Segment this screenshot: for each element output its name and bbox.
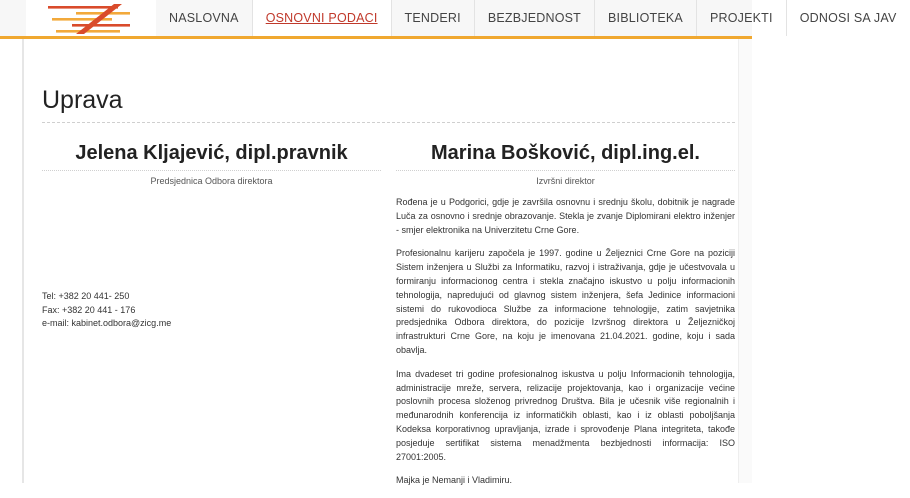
nav-item-naslovna[interactable]: NASLOVNA	[169, 11, 239, 25]
bio-paragraph: Rođena je u Podgorici, gdje je završila osnovnu i srednju školu, dobitnik je nagrade Luča za osnovno i srednje obrazovanje. Stekla je zvanje Diplomirani elektro inženjer - smjer elektronika na Univerzitetu Crne Gore.	[396, 197, 735, 235]
contact-fax: Fax: +382 20 441 - 176	[42, 304, 136, 315]
title-divider	[42, 122, 735, 123]
person-card-left	[42, 140, 381, 187]
nav-item-projekti[interactable]: PROJEKTI	[696, 0, 786, 36]
person-card-right	[396, 140, 735, 187]
person-bio	[396, 196, 735, 498]
name-divider	[396, 170, 735, 171]
zicg-logo[interactable]	[26, 0, 156, 36]
name-divider	[42, 170, 381, 171]
logo-graphic	[26, 0, 156, 36]
person-name: Marina Bošković, dipl.ing.el.	[431, 142, 700, 164]
bio-paragraph: Profesionalnu karijeru započela je 1997. godine u Željeznici Crne Gore na poziciji Sistem inženjera u Službi za Informatiku, razvoj i istraživanja, gdje je učestvovala u formiranju informacionog centra i stekla značajno iskustvo u polju informacionih tehnologija, napredujući od glavnog sistem inženjera, šefa Jedinice informacioni sistemi do rukovodioca Službe za informacione tehnologije, zatim savjetnika predsjednika Odbora direktora, do pozicije Izvršnog direktora u Željezničkoj infrastrukturi Crne Gore, na koju je imenovana 21.04.2021. godine, koju i sada obavlja.	[396, 248, 735, 355]
page-scrollbar[interactable]	[739, 39, 752, 483]
page-title: Uprava	[42, 86, 123, 114]
contact-email[interactable]: e-mail: kabinet.odbora@zicg.me	[42, 318, 172, 328]
contact-info	[42, 290, 171, 331]
contact-tel: Tel: +382 20 441- 250	[42, 291, 130, 301]
content-frame-left	[22, 39, 24, 483]
nav-item-biblioteka[interactable]: BIBLIOTEKA	[594, 0, 696, 36]
nav-item-bezbjednost[interactable]: BEZBJEDNOST	[474, 0, 594, 36]
bio-paragraph: Majka je Nemanji i Vladimiru.	[396, 475, 513, 486]
nav-item-osnovni-podaci[interactable]: OSNOVNI PODACI	[252, 0, 391, 36]
person-role: Predsjednica Odbora direktora	[150, 176, 273, 186]
nav-item-odnosi-sa-javnoscu[interactable]: ODNOSI SA JAV	[786, 0, 910, 36]
site-header	[0, 0, 897, 39]
bio-paragraph: Ima dvadeset tri godine profesionalnog iskustva u polju Informacionih tehnologija, administracije mreže, servera, relizacije projektovanja, kao i organizacije većine poslovnih procesa složenog privrednog Društva. Bila je učesnik više regionalnih i međunarodnih konferencija iz informatičkih oblasti, kao i iz oblasti poboljšanja Kodeksa korporativnog upravljanja, izrade i sprovođenje Plana integriteta, takođe posjeduje sertifikat sistema menadžmenta bezbjednosti informacija: ISO 27001:2005.	[396, 368, 735, 462]
person-name: Jelena Kljajević, dipl.pravnik	[75, 142, 348, 164]
nav-item-tenderi[interactable]: TENDERI	[391, 0, 474, 36]
person-role: Izvršni direktor	[536, 176, 595, 186]
main-nav	[156, 0, 910, 36]
